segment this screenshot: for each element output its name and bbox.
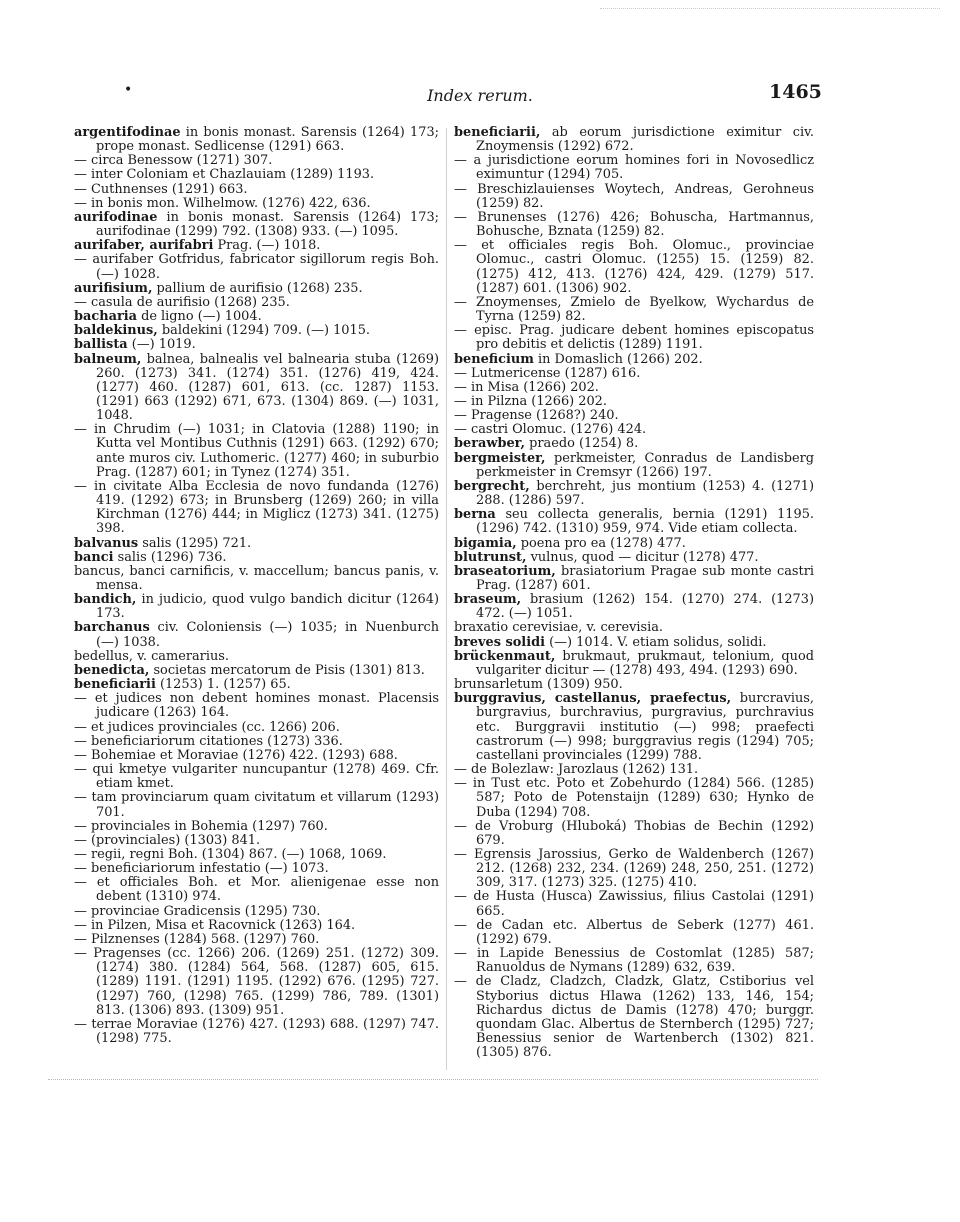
index-entry — [454, 947, 814, 975]
index-entry — [74, 905, 439, 919]
index-entry-text: — Pilznenses (1284) 568. (1297) 760. — [74, 931, 320, 947]
index-entry-text: — Cuthnenses (1291) 663. — [74, 181, 248, 197]
index-entry-text: perkmeister, Conradus de Landisberg perkmeister in Cremsyr (1266) 197. — [476, 450, 814, 480]
index-entry — [74, 919, 439, 933]
index-entry — [454, 296, 814, 324]
index-entry — [74, 126, 439, 154]
index-entry — [74, 763, 439, 791]
index-entry — [74, 168, 439, 182]
margin-mark: • — [124, 82, 133, 98]
index-entry-text: — in bonis mon. Wilhelmow. (1276) 422, 636. — [74, 195, 371, 211]
index-entry — [74, 338, 439, 352]
index-entry-text: — in Chrudim (—) 1031; in Clatovia (1288) 1190; in Kutta vel Montibus Cuthnis (1291) 663. (1292) 670; ante muros civ. Luthomeric. (1277) 460; in suburbio Prag. (1287) 601; in Tynez (1274) 351. — [74, 422, 439, 480]
index-entry — [74, 692, 439, 720]
index-entry-text: — inter Coloniam et Chazlauiam (1289) 1193. — [74, 167, 375, 183]
index-entry-text: in bonis monast. Sarensis (1264) 173; prope monast. Sedlicense (1291) 663. — [96, 125, 439, 155]
index-headword: aurifaber, aurifabri — [74, 238, 214, 254]
index-entry-text: — Bohemiae et Moraviae (1276) 422. (1293) 688. — [74, 747, 398, 763]
index-entry — [454, 480, 814, 508]
index-entry-text: — in Pilzen, Misa et Racovnick (1263) 164. — [74, 917, 356, 933]
index-entry-text: bancus, banci carnificis, v. maccellum; bancus panis, v. mensa. — [74, 563, 439, 593]
index-entry — [454, 820, 814, 848]
index-entry — [74, 310, 439, 324]
index-entry — [74, 791, 439, 819]
index-entry-text: brunsarletum (1309) 950. — [454, 677, 623, 693]
index-headword: bergrecht, — [454, 478, 530, 494]
index-headword: braseatorium, — [454, 563, 556, 579]
index-headword: bergmeister, — [454, 450, 546, 466]
index-entry — [454, 508, 814, 536]
index-entry-text: Prag. (—) 1018. — [213, 238, 321, 254]
index-entry-text: in bonis monast. Sarensis (1264) 173; aurifodinae (1299) 792. (1308) 933. (—) 1095. — [96, 209, 439, 240]
index-entry-text: — et officiales Boh. et Mor. alienigenae esse non debent (1310) 974. — [74, 875, 439, 905]
index-entry-text: brasiatorium Pragae sub monte castri Prag. (1287) 601. — [476, 563, 814, 593]
index-headword: braseum, — [454, 592, 522, 608]
index-entry — [74, 537, 439, 551]
index-entry — [74, 834, 439, 848]
index-entry — [74, 933, 439, 947]
page-number: 1465 — [769, 81, 822, 103]
index-entry-text: — de Bolezlaw: Jarozlaus (1262) 131. — [454, 762, 699, 778]
index-entry-text: in judicio, quod vulgo bandich dicitur (1264) 173. — [96, 592, 439, 622]
index-entry-text: — beneficiariorum infestatio (—) 1073. — [74, 861, 329, 877]
index-entry-text: — qui kmetye vulgariter nuncupantur (1278) 469. Cfr. etiam kmet. — [74, 762, 439, 792]
running-title: Index rerum. — [427, 86, 533, 105]
index-entry-text: — castri Olomuc. (1276) 424. — [454, 422, 647, 438]
index-entry-text: — a jurisdictione eorum homines fori in Novosedlicz eximuntur (1294) 705. — [454, 153, 814, 183]
index-headword: berawber, — [454, 436, 526, 452]
index-entry — [74, 324, 439, 338]
index-entry-text: — Pragenses (cc. 1266) 206. (1269) 251. (1272) 309. (1274) 380. (1284) 564, 568. (1287) 605, 615. (1289) 1191. (1291) 1195. (1292) 676. (1295) 727. (1297) 760, (1298) 765. (1299) 786, 789. (1301) 813. (1306) 893. (1309) 951. — [74, 946, 439, 1018]
index-entry-text: (—) 1019. — [127, 337, 196, 353]
index-entry — [454, 692, 814, 763]
index-entry-text: — et officiales regis Boh. Olomuc., provinciae Olomuc., castri Olomuc. (1255) 15. (1259) 82. (1275) 412, 413. (1276) 424, 429. (1279) 517. (1287) 601. (1306) 902. — [454, 238, 814, 296]
index-entry-text: — in civitate Alba Ecclesia de novo fundanda (1276) 419. (1292) 673; in Brunsberg (1269) 260; in villa Kirchman (1276) 444; in Miglicz (1273) 341. (1275) 398. — [74, 478, 439, 537]
index-entry-text: burcravius, burgravius, burchravius, purgravius, purchravius etc. Burggravii institutio (—) 998; praefecti castrorum (—) 998; burggravius regis (1294) 705; castellani provinciales (1299) 788. — [476, 691, 814, 763]
index-entry — [74, 154, 439, 168]
index-entry-text: braxatio cerevisiae, v. cerevisia. — [454, 620, 664, 636]
index-entry — [74, 353, 439, 424]
index-entry-text: in Domaslich (1266) 202. — [533, 351, 703, 367]
index-entry-text: — provinciales in Bohemia (1297) 760. — [74, 818, 328, 834]
index-entry — [454, 211, 814, 239]
index-entry — [74, 296, 439, 310]
index-entry — [454, 975, 814, 1060]
index-entry-text: — Brunenses (1276) 426; Bohuscha, Hartmannus, Bohusche, Bznata (1259) 82. — [454, 209, 814, 240]
index-entry-text: — episc. Prag. judicare debent homines episcopatus pro debitis et delictis (1289) 1191. — [454, 323, 814, 353]
index-headword: balneum, — [74, 351, 142, 367]
index-entry — [454, 890, 814, 918]
index-entry — [454, 593, 814, 621]
index-headword: ballista — [74, 337, 128, 353]
index-headword: beneficiarii — [74, 677, 156, 693]
index-entry — [74, 621, 439, 649]
index-entry — [454, 551, 814, 565]
index-entry-text: — casula de aurifisio (1268) 235. — [74, 294, 290, 310]
index-entry-text: — provinciae Gradicensis (1295) 730. — [74, 903, 321, 919]
index-headword: balvanus — [74, 535, 139, 551]
index-entry-text: — Breschizlauienses Woytech, Andreas, Gerohneus (1259) 82. — [454, 181, 814, 211]
index-entry-text: bedellus, v. camerarius. — [74, 648, 229, 664]
index-entry — [74, 947, 439, 1018]
index-entry — [74, 423, 439, 480]
index-headword: burggravius, castellanus, praefectus, — [454, 691, 732, 707]
index-entry-text: societas mercatorum de Pisis (1301) 813. — [149, 662, 425, 678]
index-entry-text: — in Pilzna (1266) 202. — [454, 393, 607, 409]
index-entry — [454, 650, 814, 678]
index-entry — [454, 423, 814, 437]
index-entry — [74, 1018, 439, 1046]
index-headword: benedicta, — [74, 662, 150, 678]
index-entry — [454, 537, 814, 551]
index-entry — [74, 876, 439, 904]
index-entry-text: — regii, regni Boh. (1304) 867. (—) 1068, 1069. — [74, 846, 387, 862]
index-entry-text: — Egrensis Jarossius, Gerko de Waldenberch (1267) 212. (1268) 232, 234. (1269) 248, 250, 251. (1272) 309, 317. (1273) 325. (1275) 410. — [454, 846, 814, 891]
index-entry — [454, 409, 814, 423]
index-entry — [454, 126, 814, 154]
index-entry-text: — tam provinciarum quam civitatum et villarum (1293) 701. — [74, 790, 439, 820]
index-entry-text: balnea, balnealis vel balnearia stuba (1269) 260. (1273) 341. (1274) 351. (1276) 419, 424. (1277) 460. (1287) 601, 613. (cc. 1287) 1153. (1291) 663 (1292) 671, 673. (1304) 869. (—) 1031, 1048. — [96, 351, 439, 424]
index-entry — [74, 820, 439, 834]
index-entry — [74, 239, 439, 253]
index-entry-text: brasium (1262) 154. (1270) 274. (1273) 472. (—) 1051. — [476, 592, 814, 622]
index-entry-text: brukmaut, prukmaut, telonium, quod vulgariter dicitur — (1278) 493, 494. (1293) 690. — [476, 648, 814, 678]
index-entry-text: — de Husta (Husca) Zawissius, filius Castolai (1291) 665. — [454, 889, 814, 919]
index-headword: barchanus — [74, 620, 150, 636]
index-headword: beneficium — [454, 351, 534, 367]
index-entry — [74, 480, 439, 537]
index-headword: berna — [454, 507, 496, 523]
index-entry-text: de ligno (—) 1004. — [136, 309, 262, 325]
index-entry-text: vulnus, quod — dicitur (1278) 477. — [526, 549, 759, 565]
index-headword: blutrunst, — [454, 549, 527, 565]
index-entry-text: — Znoymenses, Zmielo de Byelkow, Wychardus de Tyrna (1259) 82. — [454, 294, 814, 325]
scan-edge-rule — [600, 8, 940, 9]
index-entry-text: — de Cladz, Cladzch, Cladzk, Glatz, Cstiborius vel Styborius dictus Hlawa (1262) 133, 146, 154; Richardus dictus de Damis (1278) 470; burggr. quondam Glac. Albertus de Sternberch (1295) 727; Benessius senior de Wartenberch (1302) 821. (1305) 876. — [454, 974, 814, 1061]
index-entry-text: salis (1295) 721. — [138, 535, 252, 551]
index-entry — [454, 848, 814, 890]
index-entry-text: — de Cadan etc. Albertus de Seberk (1277) 461. (1292) 679. — [454, 917, 814, 947]
index-entry — [454, 183, 814, 211]
index-entry — [454, 452, 814, 480]
index-entry — [454, 678, 814, 692]
index-entry — [454, 565, 814, 593]
index-entry — [74, 197, 439, 211]
index-entry-text: — terrae Moraviae (1276) 427. (1293) 688. (1297) 747. (1298) 775. — [74, 1016, 439, 1046]
index-entry-text: — aurifaber Gotfridus, fabricator sigillorum regis Boh. (—) 1028. — [74, 252, 439, 282]
index-entry-text: — beneficiariorum citationes (1273) 336. — [74, 733, 343, 749]
index-entry — [454, 367, 814, 381]
index-entry-text: salis (1296) 736. — [113, 549, 227, 565]
index-entry-text: — in Misa (1266) 202. — [454, 379, 599, 395]
index-headword: bandich, — [74, 592, 137, 608]
index-entry-text: seu collecta generalis, bernia (1291) 1195. (1296) 742. (1310) 959, 974. Vide etiam collecta. — [476, 507, 814, 537]
index-entry — [454, 636, 814, 650]
index-entry-text: — Lutmericense (1287) 616. — [454, 365, 641, 381]
index-entry — [74, 749, 439, 763]
index-entry-text: — (provinciales) (1303) 841. — [74, 832, 261, 848]
index-entry — [454, 395, 814, 409]
index-entry — [74, 650, 439, 664]
index-headword: banci — [74, 549, 114, 565]
index-entry-text: — de Vroburg (Hluboká) Thobias de Bechin (1292) 679. — [454, 818, 814, 848]
index-entry — [454, 353, 814, 367]
index-entry-text: — Pragense (1268?) 240. — [454, 408, 619, 424]
index-entry — [74, 183, 439, 197]
index-entry-text: (1253) 1. (1257) 65. — [155, 677, 291, 693]
index-headword: breves solidi — [454, 634, 546, 650]
index-headword: argentifodinae — [74, 125, 181, 140]
index-headword: bacharia — [74, 309, 137, 325]
bottom-rule — [48, 1079, 818, 1080]
index-entry — [454, 324, 814, 352]
index-entry-text: pallium de aurifisio (1268) 235. — [152, 280, 363, 296]
index-entry — [454, 621, 814, 635]
index-column-left — [74, 126, 439, 1046]
index-entry-text: — et judices non debent homines monast. Placensis judicare (1263) 164. — [74, 691, 439, 721]
index-entry — [74, 565, 439, 593]
index-entry — [454, 154, 814, 182]
index-headword: brückenmaut, — [454, 648, 556, 664]
index-entry — [74, 211, 439, 239]
index-entry — [74, 551, 439, 565]
index-entry-text: baldekini (1294) 709. (—) 1015. — [157, 323, 371, 339]
index-entry — [74, 282, 439, 296]
index-headword: bigamia, — [454, 535, 517, 551]
index-entry — [454, 381, 814, 395]
index-headword: aurifisium, — [74, 280, 153, 296]
index-entry-text: — in Tust etc. Poto et Zobehurdo (1284) 566. (1285) 587; Poto de Potenstaijn (1289) 630; Hynko de Duba (1294) 708. — [454, 776, 814, 820]
index-entry-text: civ. Coloniensis (—) 1035; in Nuenburch (—) 1038. — [96, 620, 439, 650]
index-entry-text: poena pro ea (1278) 477. — [516, 535, 686, 551]
index-entry-text: — et judices provinciales (cc. 1266) 206. — [74, 719, 340, 735]
index-entry — [74, 593, 439, 621]
index-entry — [454, 777, 814, 819]
index-headword: baldekinus, — [74, 323, 158, 339]
index-entry-text: — in Lapide Benessius de Costomlat (1285) 587; Ranuoldus de Nymans (1289) 632, 639. — [454, 946, 814, 976]
index-headword: beneficiarii, — [454, 125, 541, 140]
index-entry — [454, 919, 814, 947]
column-divider — [446, 128, 447, 1070]
index-entry — [454, 763, 814, 777]
index-entry — [454, 239, 814, 296]
index-entry — [454, 437, 814, 451]
index-entry — [74, 664, 439, 678]
index-entry-text: (—) 1014. V. etiam solidus, solidi. — [545, 634, 767, 650]
index-entry — [74, 735, 439, 749]
index-entry-text: berchreht, jus montium (1253) 4. (1271) 288. (1286) 597. — [476, 478, 814, 509]
index-entry — [74, 721, 439, 735]
index-entry — [74, 253, 439, 281]
index-entry — [74, 678, 439, 692]
index-headword: aurifodinae — [74, 209, 158, 225]
index-entry — [74, 862, 439, 876]
index-entry-text: — circa Benessow (1271) 307. — [74, 153, 273, 169]
index-entry-text: ab eorum jurisdictione eximitur civ. Znoymensis (1292) 672. — [476, 125, 814, 155]
index-entry-text: praedo (1254) 8. — [525, 436, 639, 452]
index-entry — [74, 848, 439, 862]
index-column-right — [454, 126, 814, 1060]
